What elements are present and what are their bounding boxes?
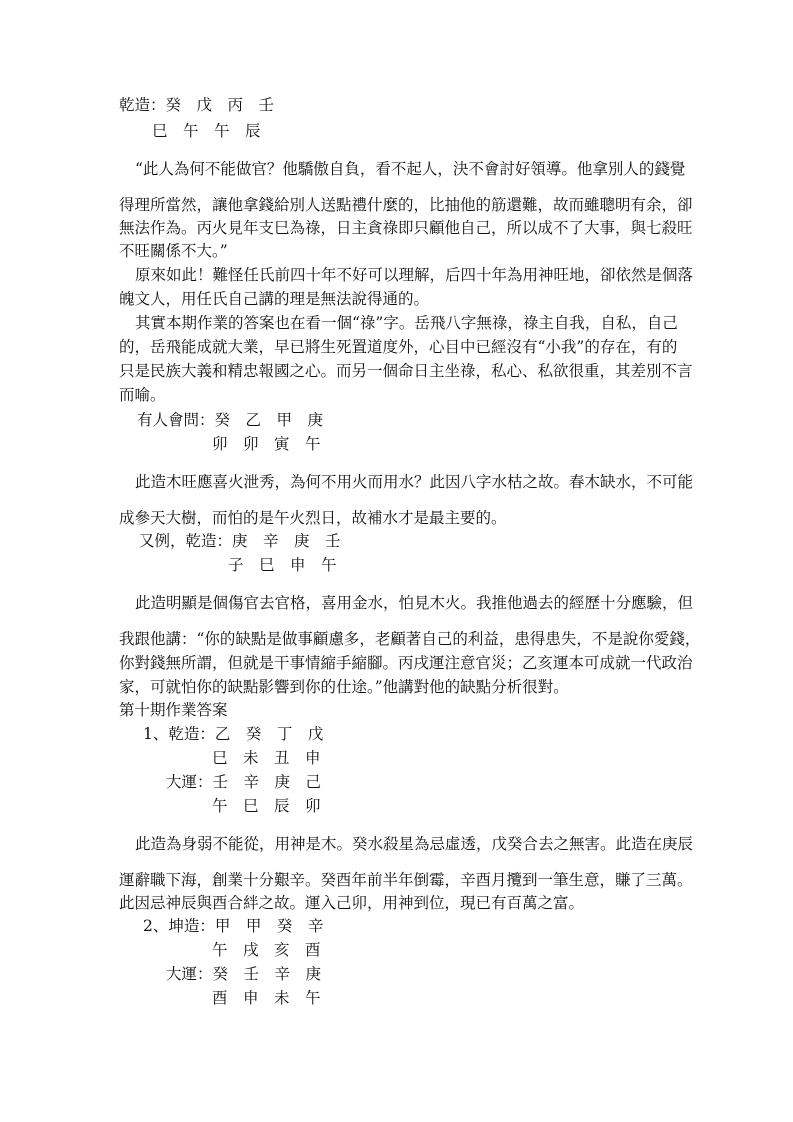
luck-pillars-header-5: 大運：癸 壬 辛 庚 bbox=[166, 965, 322, 983]
chart-branches-3: 子 巳 申 午 bbox=[228, 556, 337, 574]
chart-header-4: 1、乾造：乙 癸 丁 戊 bbox=[143, 725, 324, 743]
chart-branches-5: 午 戌 亥 酉 bbox=[212, 941, 321, 959]
chart-branches-1: 巳 午 午 辰 bbox=[152, 122, 261, 140]
paragraph-line: 的，岳飛能成就大業，早已將生死置道度外，心目中已經沒有“小我”的存在，有的 bbox=[119, 338, 678, 356]
paragraph-line: 此造木旺應喜火泄秀，為何不用火而用水？此因八字水枯之故。春木缺水，不可能 bbox=[135, 473, 694, 491]
paragraph-line: 我跟他講：“你的缺點是做事顧慮多，老顧著自己的利益，患得患失，不是說你愛錢， bbox=[119, 630, 701, 648]
paragraph-line: 只是民族大義和精忠報國之心。而另一個命日主坐祿，私心、私欲很重，其差別不言 bbox=[119, 362, 693, 380]
chart-branches-2: 卯 卯 寅 午 bbox=[212, 435, 321, 453]
chart-header-1: 乾造：癸 戊 丙 壬 bbox=[119, 96, 275, 114]
paragraph-line: 無法作為。丙火見年支巳為祿，日主貪祿即只顧他自己，所以成不了大事，與七殺旺 bbox=[119, 219, 693, 237]
luck-pillars-header-4: 大運：壬 辛 庚 己 bbox=[166, 773, 322, 791]
luck-pillars-branches-4: 午 巳 辰 卯 bbox=[212, 797, 321, 815]
paragraph-line: 你對錢無所謂，但就是干事情縮手縮腳。丙戌運注意官災；乙亥運本可成就一代政治 bbox=[119, 654, 693, 672]
paragraph-line: 魄文人，用任氏自己講的理是無法說得通的。 bbox=[119, 290, 430, 308]
paragraph-line: 其實本期作業的答案也在看一個“祿”字。岳飛八字無祿，祿主自我，自私，自己 bbox=[135, 314, 678, 332]
chart-header-5: 2、坤造：甲 甲 癸 辛 bbox=[143, 917, 324, 935]
paragraph-line: 運辭職下海，創業十分艱辛。癸酉年前半年倒霉，辛酉月攬到一筆生意，賺了三萬。 bbox=[119, 871, 693, 889]
paragraph-line: 此造為身弱不能從，用神是木。癸水殺星為忌虛透，戊癸合去之無害。此造在庚辰 bbox=[135, 835, 694, 853]
chart-header-3: 又例，乾造：庚 辛 庚 壬 bbox=[139, 532, 341, 550]
paragraph-line: 家，可就怕你的缺點影響到你的仕途。”他講對他的缺點分析很對。 bbox=[119, 678, 569, 696]
chart-branches-4: 巳 未 丑 申 bbox=[212, 749, 321, 767]
paragraph-line: 而喻。 bbox=[119, 386, 166, 404]
paragraph-line: 成參天大樹，而怕的是午火烈日，故補水才是最主要的。 bbox=[119, 509, 507, 527]
paragraph-line: “此人為何不能做官？他驕傲自負，看不起人，決不會討好領導。他拿別人的錢覺 bbox=[135, 160, 686, 178]
section-heading: 第十期作業答案 bbox=[119, 701, 228, 719]
paragraph-line: 此因忌神辰與酉合絆之故。運入己卯，用神到位，現已有百萬之富。 bbox=[119, 894, 585, 912]
paragraph-line: 不旺關係不大。” bbox=[119, 242, 228, 260]
paragraph-line: 原來如此！難怪任氏前四十年不好可以理解，后四十年為用神旺地，卻依然是個落 bbox=[135, 266, 694, 284]
paragraph-line: 得理所當然，讓他拿錢給別人送點禮什麼的，比抽他的筋還難，故而雖聰明有余，卻 bbox=[119, 196, 693, 214]
paragraph-line: 此造明顯是個傷官去官格，喜用金水，怕見木火。我推他過去的經歷十分應驗，但 bbox=[135, 594, 694, 612]
luck-pillars-branches-5: 酉 申 未 午 bbox=[212, 989, 321, 1007]
chart-header-2: 有人會問：癸 乙 甲 庚 bbox=[137, 411, 324, 429]
